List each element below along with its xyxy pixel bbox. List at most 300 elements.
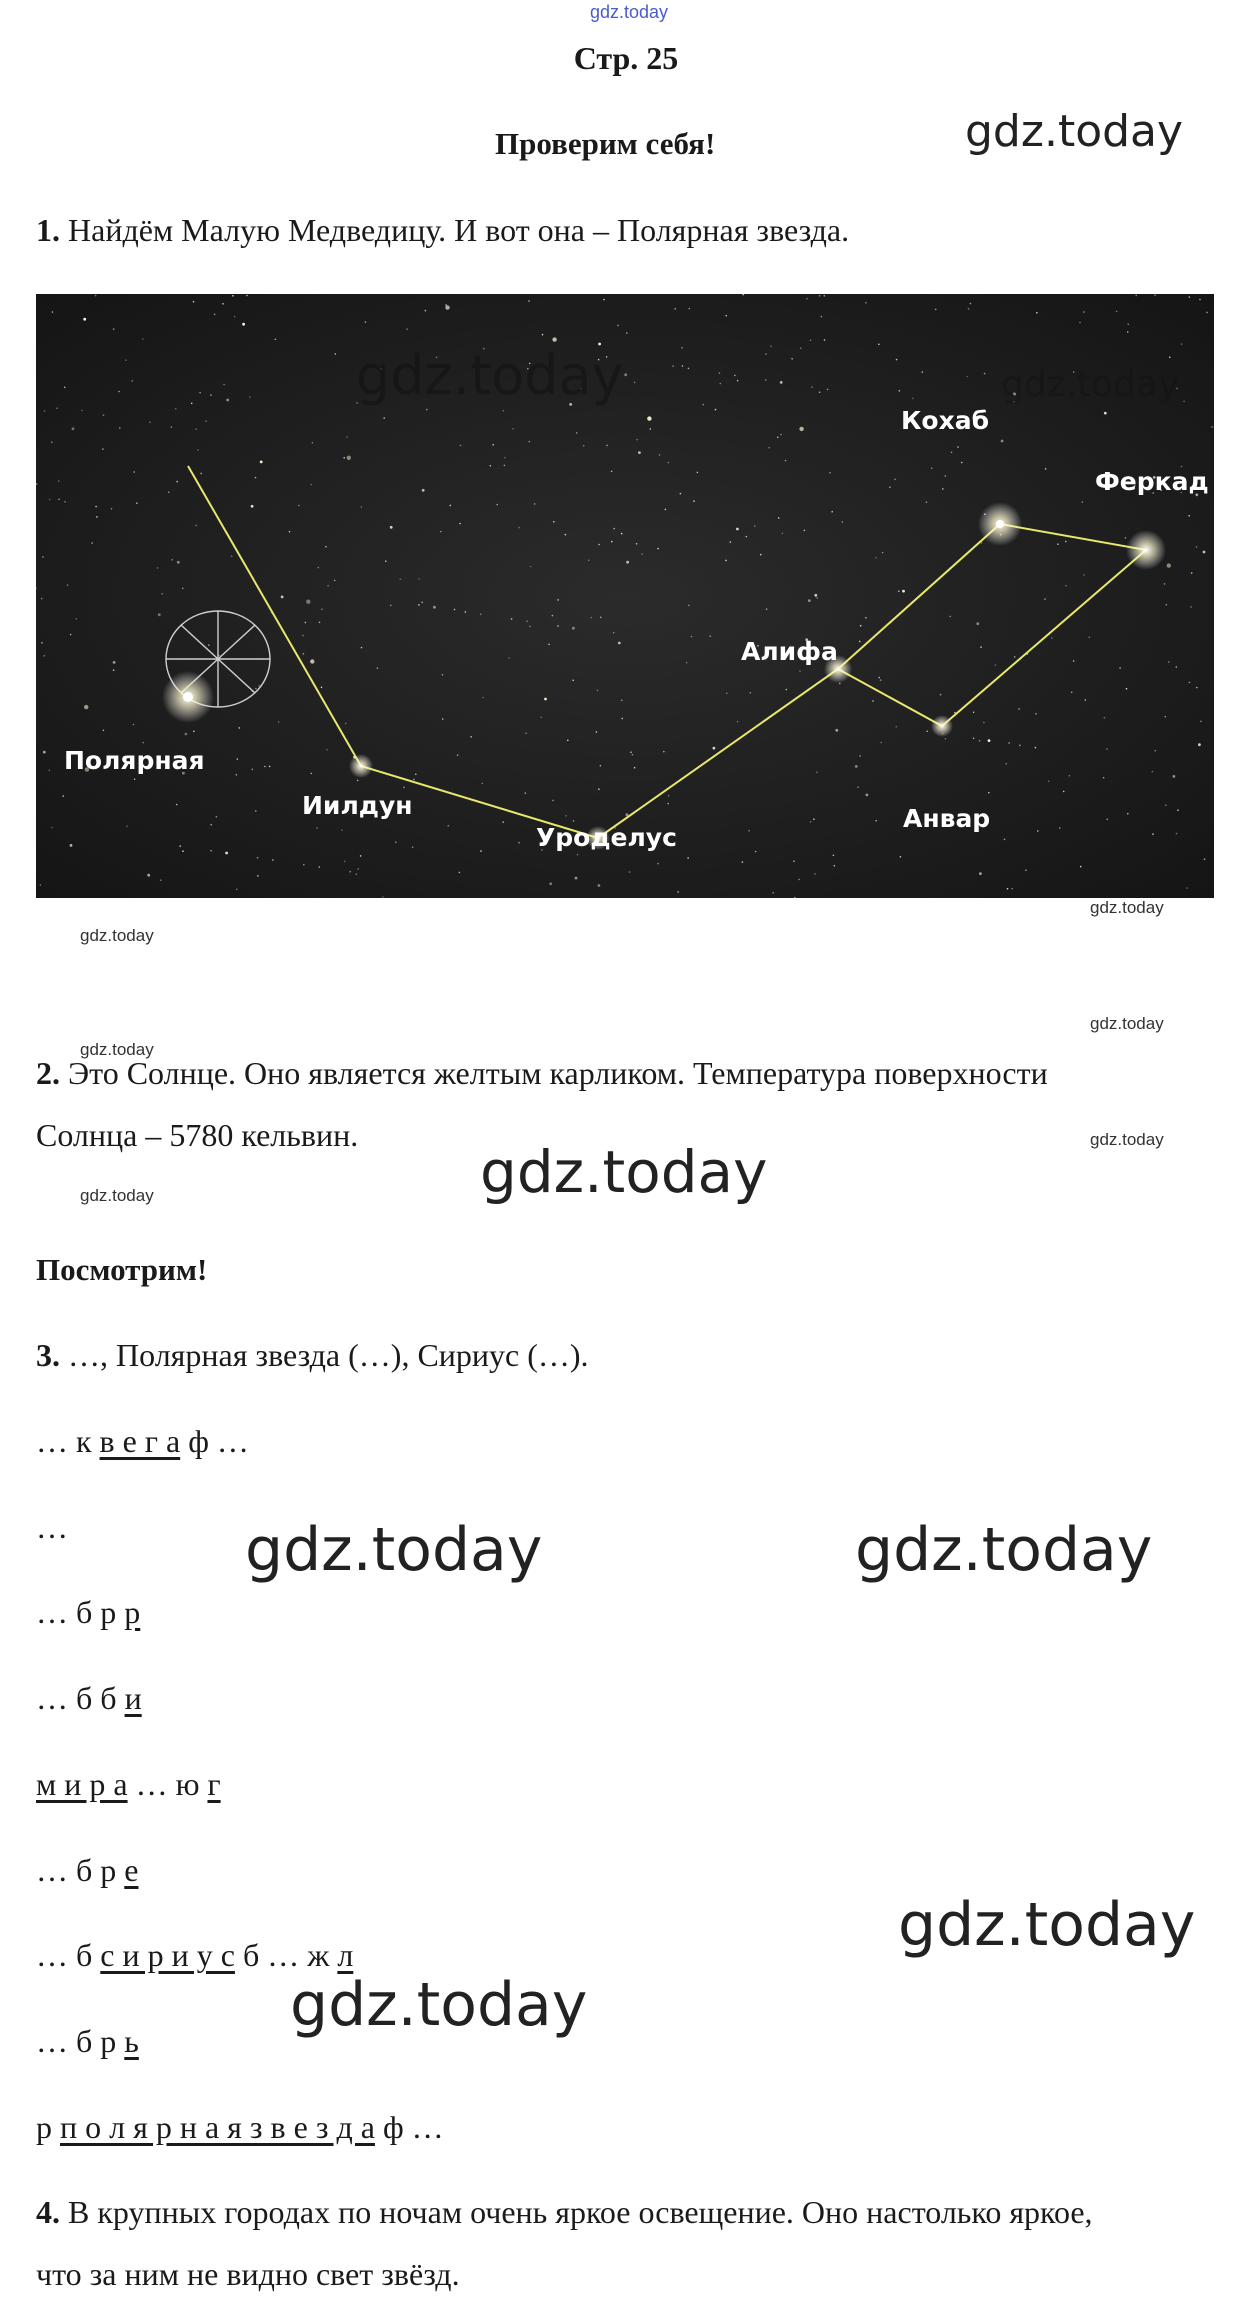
background-star	[967, 376, 969, 378]
background-star	[390, 526, 393, 529]
background-star	[596, 731, 598, 733]
background-star	[343, 457, 345, 459]
background-star	[778, 517, 780, 519]
background-star	[1196, 546, 1198, 548]
background-star	[1073, 660, 1075, 662]
background-star	[305, 622, 307, 624]
background-star	[703, 404, 705, 406]
background-star	[133, 471, 135, 473]
background-star	[672, 365, 674, 367]
background-star	[460, 445, 462, 447]
background-star	[866, 794, 869, 797]
background-star	[626, 332, 628, 334]
background-star	[210, 850, 212, 852]
background-star	[269, 766, 271, 768]
background-star	[413, 779, 415, 781]
watermark-small-6: gdz.today	[80, 1186, 154, 1205]
background-star	[819, 295, 821, 297]
background-star	[1186, 887, 1188, 889]
background-star	[168, 491, 170, 493]
background-star	[872, 700, 874, 702]
background-star	[176, 481, 178, 483]
background-star	[275, 339, 277, 341]
background-star	[1085, 699, 1087, 701]
background-star	[793, 860, 795, 862]
background-star	[688, 605, 690, 607]
background-star	[1176, 666, 1178, 668]
background-star	[383, 417, 385, 419]
background-star	[777, 436, 779, 438]
watermark-small-4: gdz.today	[80, 1040, 154, 1059]
background-star	[365, 321, 367, 323]
background-star	[810, 821, 812, 823]
background-star	[306, 600, 310, 604]
background-star	[83, 318, 86, 321]
background-star	[573, 820, 575, 822]
background-star	[1014, 656, 1016, 658]
background-star	[650, 428, 652, 430]
background-star	[113, 669, 115, 671]
background-star	[1165, 804, 1167, 806]
background-star	[459, 523, 461, 525]
background-star	[64, 387, 66, 389]
background-star	[457, 754, 459, 756]
background-star	[102, 448, 104, 450]
background-star	[611, 471, 613, 473]
background-star	[176, 804, 178, 806]
background-star	[1198, 743, 1201, 746]
watermark-image-1: gdz.today	[356, 344, 624, 407]
background-star	[995, 664, 997, 666]
background-star	[1004, 839, 1006, 841]
background-star	[984, 373, 986, 375]
background-star	[833, 855, 835, 857]
background-star	[264, 766, 266, 768]
background-star	[1035, 713, 1037, 715]
background-star	[426, 409, 428, 411]
background-star	[335, 353, 337, 355]
background-star	[880, 679, 882, 681]
background-star	[814, 873, 816, 875]
background-star	[900, 856, 902, 858]
background-star	[687, 857, 689, 859]
background-star	[552, 800, 554, 802]
watermark-large-3: gdz.today	[855, 1515, 1153, 1585]
background-star	[225, 852, 228, 855]
background-star	[894, 479, 896, 481]
background-star	[726, 692, 728, 694]
task2-line2: Солнца – 5780 кельвин.	[36, 1117, 359, 1153]
background-star	[575, 877, 578, 880]
background-star	[528, 300, 530, 302]
background-star	[470, 736, 472, 738]
section-heading-check: Проверим себя!	[495, 126, 716, 161]
background-star	[91, 542, 93, 544]
label-anvar: Анвар	[903, 804, 991, 833]
background-star	[686, 662, 688, 664]
background-star	[597, 690, 599, 692]
background-star	[816, 597, 818, 599]
grid-letters: р	[36, 2109, 60, 2145]
task4-number: 4.	[36, 2194, 60, 2230]
background-star	[902, 590, 905, 593]
background-star	[252, 769, 254, 771]
background-star	[688, 368, 690, 370]
background-star	[504, 457, 506, 459]
background-star	[182, 588, 184, 590]
background-star	[70, 844, 73, 847]
background-star	[131, 380, 133, 382]
grid-underlined-word: в е г а	[99, 1423, 181, 1459]
background-star	[1082, 501, 1084, 503]
grid-letters: … б	[36, 1937, 101, 1973]
background-star	[118, 391, 120, 393]
background-star	[824, 295, 826, 297]
background-star	[626, 813, 629, 816]
background-star	[504, 465, 506, 467]
background-star	[278, 721, 280, 723]
background-star	[440, 531, 442, 533]
background-star	[518, 527, 520, 529]
background-star	[567, 740, 569, 742]
background-star	[1008, 742, 1010, 744]
label-kochab: Кохаб	[901, 406, 990, 435]
background-star	[171, 559, 173, 561]
background-star	[234, 316, 236, 318]
grid-underlined-word: р	[124, 1594, 141, 1630]
background-star	[223, 384, 225, 386]
background-star	[814, 594, 817, 597]
background-star	[572, 680, 574, 682]
background-star	[970, 303, 972, 305]
background-star	[72, 427, 75, 430]
background-star	[572, 627, 575, 630]
background-star	[289, 531, 291, 533]
background-star	[195, 525, 197, 527]
grid-letters: … б р	[36, 1852, 125, 1888]
background-star	[84, 705, 88, 709]
background-star	[829, 472, 831, 474]
background-star	[613, 528, 615, 530]
background-star	[361, 647, 363, 649]
background-star	[360, 855, 362, 857]
grid-underlined-word: м и р а	[36, 1766, 128, 1802]
background-star	[1189, 682, 1191, 684]
background-star	[979, 740, 981, 742]
watermark-large-1: gdz.today	[480, 1138, 768, 1206]
background-star	[210, 394, 212, 396]
task2-number: 2.	[36, 1055, 60, 1091]
background-star	[508, 657, 510, 659]
background-star	[113, 328, 115, 330]
grid-letters: … к	[36, 1423, 100, 1459]
background-star	[709, 635, 711, 637]
background-star	[782, 533, 784, 535]
background-star	[588, 560, 590, 562]
background-star	[737, 380, 739, 382]
background-star	[390, 605, 392, 607]
background-star	[600, 765, 602, 767]
background-star	[730, 541, 732, 543]
background-star	[810, 340, 812, 342]
background-star	[800, 347, 802, 349]
background-star	[544, 698, 547, 701]
background-star	[236, 889, 238, 891]
background-star	[591, 617, 593, 619]
background-star	[641, 553, 643, 555]
background-star	[659, 454, 661, 456]
background-star	[603, 299, 605, 301]
background-star	[281, 596, 284, 599]
task4-body-line1: В крупных городах по ночам очень яркое освещение. Оно настолько яркое,	[68, 2194, 1093, 2230]
grid-row	[36, 1937, 353, 1974]
background-star	[133, 724, 135, 726]
background-star	[1080, 866, 1082, 868]
background-star	[765, 353, 767, 355]
background-star	[418, 578, 420, 580]
background-star	[1065, 585, 1067, 587]
background-star	[636, 439, 638, 441]
background-star	[111, 508, 113, 510]
background-star	[356, 873, 358, 875]
background-star	[239, 727, 241, 729]
background-star	[44, 410, 46, 412]
background-star	[511, 618, 513, 620]
background-star	[232, 295, 234, 297]
background-star	[1005, 763, 1007, 765]
background-star	[1167, 563, 1171, 567]
background-star	[246, 295, 248, 297]
background-star	[842, 521, 844, 523]
background-star	[482, 783, 484, 785]
background-star	[377, 667, 379, 669]
background-star	[195, 428, 197, 430]
background-star	[896, 359, 898, 361]
background-star	[1106, 748, 1108, 750]
background-star	[255, 810, 257, 812]
background-star	[691, 636, 693, 638]
background-star	[988, 739, 991, 742]
background-star	[798, 879, 800, 881]
background-star	[725, 560, 727, 562]
background-star	[421, 602, 423, 604]
background-star	[199, 392, 201, 394]
background-star	[103, 414, 105, 416]
background-star	[878, 344, 880, 346]
background-star	[674, 308, 676, 310]
background-star	[665, 509, 667, 511]
background-star	[251, 505, 254, 508]
background-star	[577, 854, 579, 856]
watermark-top: gdz.today	[590, 2, 669, 22]
background-star	[1176, 833, 1178, 835]
grid-underlined-word: е	[124, 1852, 139, 1888]
background-star	[942, 488, 944, 490]
background-star	[1119, 667, 1121, 669]
background-star	[621, 700, 623, 702]
background-star	[319, 866, 321, 868]
background-star	[1089, 637, 1091, 639]
background-star	[113, 661, 116, 664]
background-star	[95, 295, 97, 297]
background-star	[780, 434, 782, 436]
background-star	[598, 788, 600, 790]
background-star	[1200, 721, 1202, 723]
background-star	[534, 503, 536, 505]
background-star	[1183, 401, 1185, 403]
background-star	[58, 480, 60, 482]
background-star	[1165, 716, 1167, 718]
background-star	[542, 334, 544, 336]
background-star	[400, 578, 402, 580]
background-star	[119, 427, 121, 429]
background-star	[565, 534, 567, 536]
background-star	[237, 758, 239, 760]
background-star	[1063, 791, 1065, 793]
background-star	[357, 868, 359, 870]
background-star	[321, 608, 323, 610]
grid-row	[36, 1423, 249, 1460]
background-star	[318, 567, 320, 569]
background-star	[136, 502, 138, 504]
background-star	[598, 884, 601, 887]
background-star	[680, 493, 682, 495]
background-star	[880, 742, 882, 744]
grid-row	[36, 1766, 221, 1803]
background-star	[552, 337, 556, 341]
grid-underlined-word: г	[207, 1766, 221, 1802]
background-star	[193, 731, 195, 733]
background-star	[51, 441, 53, 443]
background-star	[806, 298, 808, 300]
background-star	[632, 754, 634, 756]
background-star	[1037, 830, 1039, 832]
background-star	[1116, 311, 1118, 313]
background-star	[785, 460, 787, 462]
grid-underlined-word: с и р и у с	[100, 1937, 235, 1973]
background-star	[231, 555, 233, 557]
background-star	[445, 305, 449, 309]
grid-row	[36, 1509, 68, 1546]
background-star	[361, 506, 363, 508]
background-star	[540, 717, 542, 719]
background-star	[618, 642, 621, 645]
background-star	[41, 642, 43, 644]
background-star	[257, 875, 259, 877]
grid-underlined-word: ь	[124, 2023, 139, 2059]
background-star	[530, 566, 532, 568]
background-star	[334, 580, 336, 582]
background-star	[1103, 777, 1105, 779]
background-star	[811, 386, 813, 388]
background-star	[583, 445, 585, 447]
background-star	[193, 301, 195, 303]
background-star	[682, 365, 684, 367]
background-star	[765, 379, 767, 381]
task3-text	[36, 1337, 589, 1374]
background-star	[1177, 809, 1179, 811]
background-star	[600, 617, 602, 619]
background-star	[1206, 312, 1208, 314]
background-star	[617, 325, 619, 327]
background-star	[222, 303, 224, 305]
background-star	[482, 697, 484, 699]
background-star	[1166, 604, 1168, 606]
background-star	[422, 489, 425, 492]
background-star	[312, 442, 314, 444]
background-star	[302, 635, 304, 637]
grid-row	[36, 2109, 444, 2146]
background-star	[525, 732, 527, 734]
grid-letters: … б р	[36, 2023, 125, 2059]
background-star	[1136, 295, 1138, 297]
background-star	[875, 820, 877, 822]
watermark-image-2: gdz.today	[1001, 364, 1180, 405]
background-star	[492, 444, 494, 446]
background-star	[58, 499, 60, 501]
background-star	[689, 308, 691, 310]
background-star	[1045, 468, 1047, 470]
background-star	[1164, 583, 1166, 585]
background-star	[525, 792, 527, 794]
grid-letters: … ю	[127, 1766, 208, 1802]
background-star	[875, 557, 877, 559]
background-star	[175, 408, 177, 410]
background-star	[1155, 750, 1157, 752]
background-star	[1071, 692, 1073, 694]
background-star	[629, 871, 631, 873]
background-star	[663, 751, 665, 753]
background-star	[347, 456, 351, 460]
background-star	[1189, 296, 1191, 298]
background-star	[518, 842, 520, 844]
background-star	[134, 778, 136, 780]
background-star	[1169, 357, 1171, 359]
background-star	[725, 315, 727, 317]
background-star	[697, 472, 699, 474]
watermark-large-5: gdz.today	[290, 1970, 588, 2040]
background-star	[945, 738, 947, 740]
background-star	[1007, 888, 1009, 890]
background-star	[677, 891, 679, 893]
background-star	[926, 501, 928, 503]
background-star	[799, 427, 803, 431]
background-star	[205, 420, 207, 422]
background-star	[1025, 869, 1027, 871]
background-star	[945, 475, 947, 477]
background-star	[415, 773, 417, 775]
background-star	[226, 399, 229, 402]
background-star	[490, 465, 492, 467]
background-star	[983, 722, 985, 724]
background-star	[1018, 708, 1020, 710]
background-star	[760, 554, 762, 556]
background-star	[557, 625, 559, 627]
background-star	[813, 818, 815, 820]
background-star	[720, 383, 722, 385]
background-star	[49, 770, 51, 772]
background-star	[860, 625, 862, 627]
background-star	[125, 359, 127, 361]
background-star	[43, 751, 46, 754]
task3-body: …, Полярная звезда (…), Сириус (…).	[68, 1337, 589, 1373]
background-star	[638, 451, 641, 454]
grid-letters: … б р	[36, 1594, 125, 1630]
background-star	[598, 544, 600, 546]
background-star	[465, 611, 467, 613]
background-star	[64, 501, 66, 503]
watermark-large-4: gdz.today	[898, 1890, 1196, 1960]
